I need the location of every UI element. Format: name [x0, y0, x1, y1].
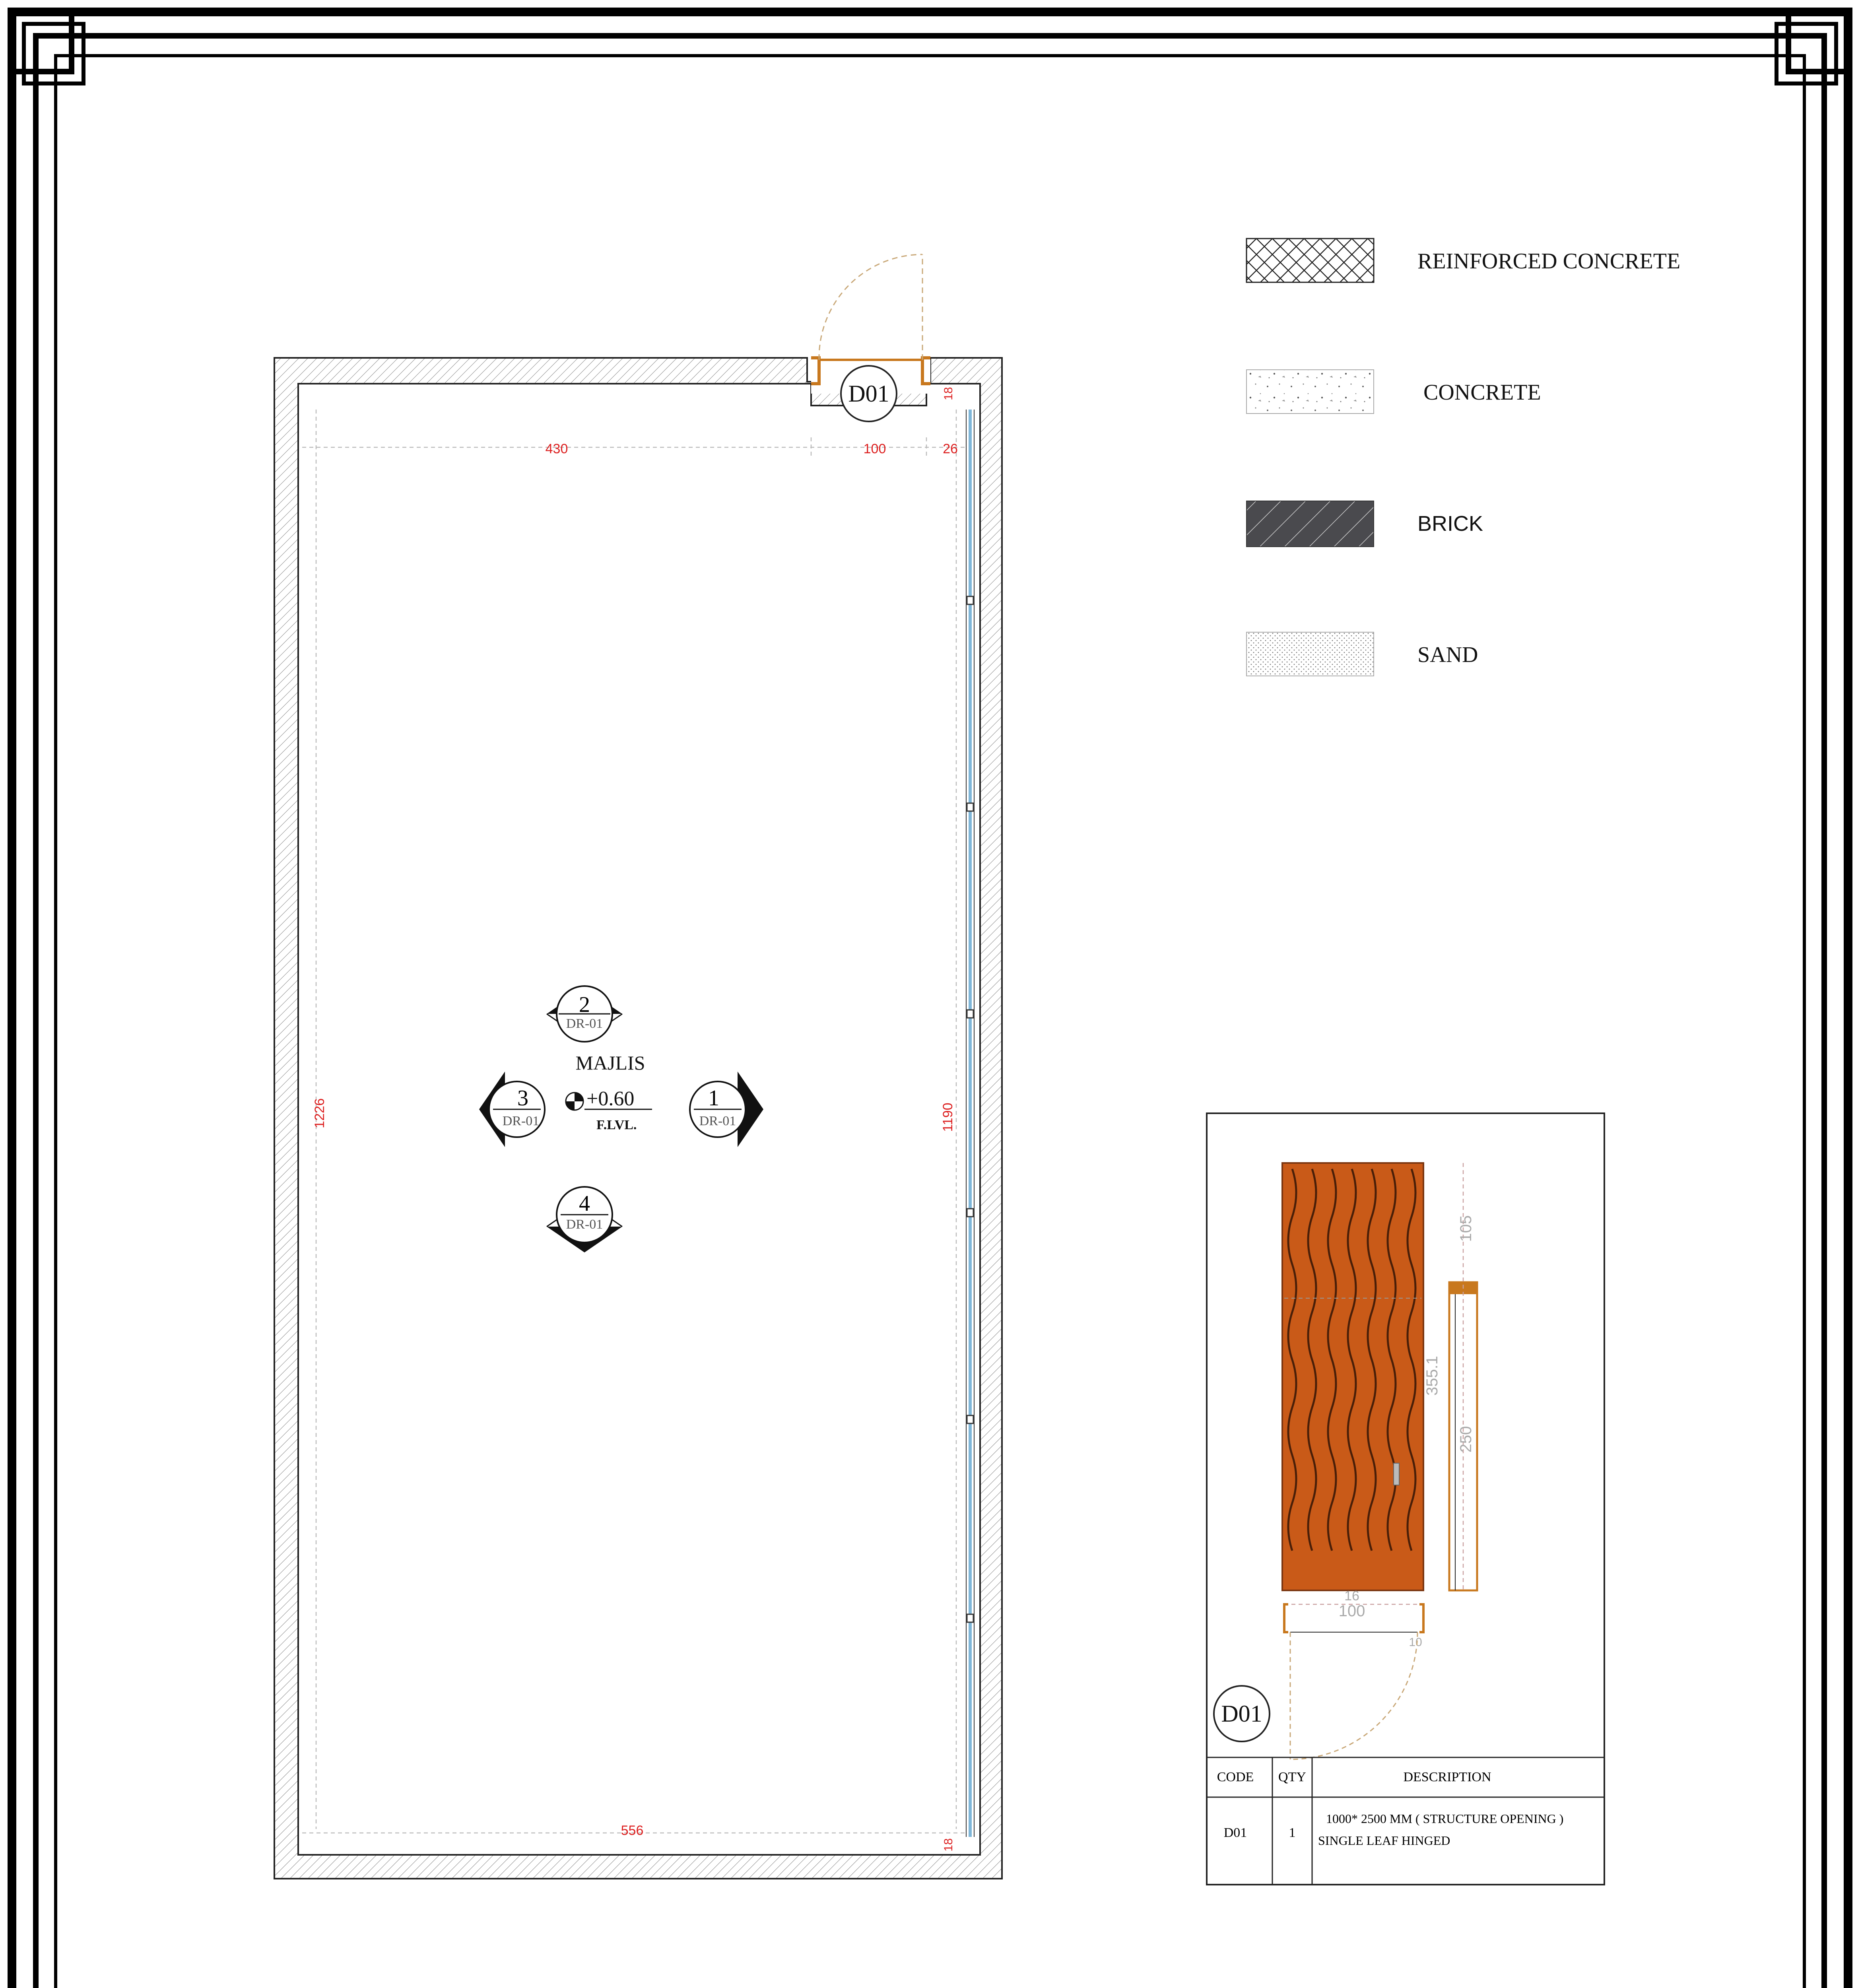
dim-top-left: 430	[545, 441, 568, 456]
svg-text:250: 250	[1457, 1426, 1475, 1453]
svg-text:100: 100	[1338, 1602, 1365, 1620]
legend-label-sand: SAND	[1417, 643, 1478, 667]
svg-text:355.1: 355.1	[1423, 1355, 1441, 1396]
svg-text:1: 1	[1289, 1825, 1296, 1840]
svg-text:D01: D01	[848, 381, 889, 407]
room-name: MAJLIS	[575, 1052, 645, 1074]
plan-walls	[274, 358, 1002, 1879]
legend-label-brick: BRICK	[1417, 512, 1483, 536]
svg-text:16: 16	[1344, 1588, 1359, 1604]
dim-top-right: 26	[943, 441, 958, 456]
dim-right: 1190	[940, 1103, 955, 1132]
svg-text:2: 2	[579, 992, 590, 1017]
door-swing-arc	[819, 254, 922, 360]
svg-text:DR-01: DR-01	[566, 1217, 603, 1232]
svg-text:SINGLE LEAF HINGED: SINGLE LEAF HINGED	[1318, 1833, 1450, 1848]
svg-text:105: 105	[1457, 1215, 1475, 1242]
floor-plan	[274, 254, 1002, 1879]
elevation-marker-4	[547, 1187, 622, 1252]
svg-text:DR-01: DR-01	[502, 1114, 540, 1128]
legend-swatch-concrete	[1246, 370, 1374, 414]
svg-text:D01: D01	[1223, 1825, 1247, 1840]
legend-label-concrete: CONCRETE	[1423, 380, 1541, 405]
level-label: F.LVL.	[596, 1118, 637, 1132]
level-value: +0.60	[586, 1087, 635, 1110]
svg-text:4: 4	[579, 1191, 590, 1216]
door-handle	[1394, 1463, 1399, 1485]
svg-text:QTY: QTY	[1278, 1770, 1306, 1784]
door-schedule	[1207, 1113, 1604, 1885]
material-legend	[1246, 239, 1680, 676]
svg-text:CODE: CODE	[1217, 1770, 1254, 1784]
glazing-right	[966, 410, 974, 1837]
svg-text:D01: D01	[1221, 1701, 1262, 1727]
svg-text:10: 10	[1409, 1636, 1422, 1649]
elevation-marker-1	[690, 1072, 763, 1147]
svg-text:1000* 2500 MM ( STRUCTURE OPEN: 1000* 2500 MM ( STRUCTURE OPENING )	[1326, 1811, 1564, 1826]
elevation-marker-3	[479, 1072, 545, 1147]
door-leaf-elevation	[1282, 1163, 1423, 1590]
dim-wall-bottom: 18	[942, 1838, 955, 1852]
legend-swatch-brick	[1246, 501, 1374, 547]
elevation-marker-2	[547, 986, 622, 1042]
legend-swatch-reinforced-concrete	[1246, 239, 1374, 282]
svg-text:3: 3	[517, 1086, 528, 1110]
dim-left: 1226	[312, 1098, 327, 1128]
dim-bottom: 556	[621, 1823, 644, 1838]
door-tag	[841, 366, 897, 421]
svg-text:DESCRIPTION: DESCRIPTION	[1403, 1770, 1491, 1784]
dim-top-door: 100	[863, 441, 886, 456]
svg-text:1: 1	[708, 1086, 719, 1110]
svg-text:DR-01: DR-01	[699, 1114, 736, 1128]
legend-swatch-sand	[1246, 632, 1374, 676]
schedule-door-tag	[1214, 1686, 1270, 1741]
dim-wall-top: 18	[942, 387, 955, 400]
legend-label-reinforced-concrete: REINFORCED CONCRETE	[1417, 249, 1681, 274]
svg-text:DR-01: DR-01	[566, 1016, 603, 1031]
